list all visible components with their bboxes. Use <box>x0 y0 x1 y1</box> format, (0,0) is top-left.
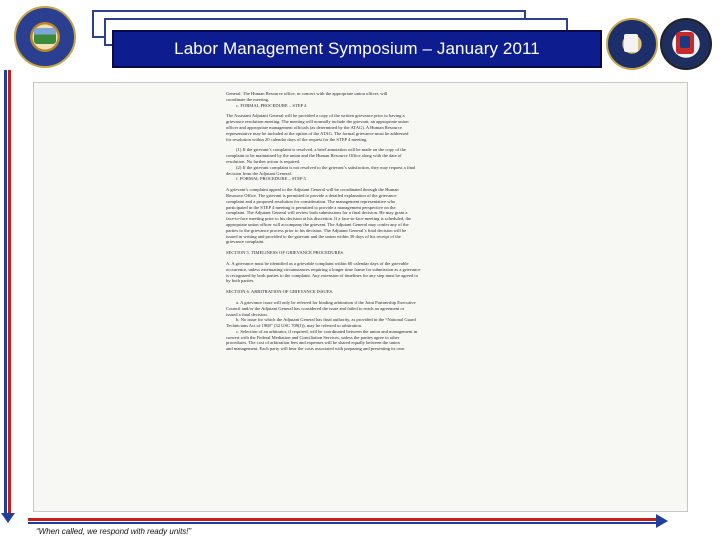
document-line: grievance complaint. <box>226 239 265 245</box>
document-line: procedures. The cost of arbitration fees and expenses will be shared equally between the union <box>226 340 400 346</box>
document-line: (2) If the grievant complaint is not resolved to the grievant’s satisfaction, they may request a final <box>236 164 416 170</box>
document-line: b. No issue for which the Adjutant General has final authority, as provided in the “National Guard <box>236 317 416 323</box>
document-line: complaint to be maintained by the union and the Human Resource Office along with the date of <box>226 153 402 159</box>
document-line: is recognized by both parties to the complaint. Any extension of timelines for any step must be agreed to <box>226 272 418 278</box>
document-line: face-to-face meeting prior to his decision at his discretion. If a face-to-face meeting is scheduled, the <box>226 216 412 222</box>
national-guard-seal-icon <box>606 18 658 70</box>
left-accent-bar <box>4 70 14 515</box>
document-line: coordinate the meeting. <box>226 96 270 102</box>
document-line: a. A grievance issue will only be referred for binding arbitration if the Joint Partnership Executive <box>236 299 416 305</box>
slide-title: Labor Management Symposium – January 2011 <box>174 39 540 58</box>
document-line: decision from the Adjutant General. <box>226 170 292 176</box>
document-line: representative may be included at the option of the ATAG. The formal grievance must be addressed <box>226 130 409 136</box>
document-line: A grievant’s complaint appeal to the Adjutant General will be coordinated through the Human <box>226 187 399 193</box>
document-line: and management. Each party will bear the costs associated with preparing and presenting its own <box>226 346 405 352</box>
document-line: parties to the grievance process prior to his decision. The Adjutant General’s final decision will be <box>226 227 407 233</box>
accent-stripe-blue <box>4 70 7 515</box>
document-line: The Assistant Adjutant General will be provided a copy of the written grievance prior to having a <box>226 113 405 119</box>
document-line: complaint. The Adjutant General will review both submissions for a final decision. He may grant a <box>226 210 408 216</box>
bottom-accent-bar <box>28 518 668 526</box>
document-line: f. FORMAL PROCEDURE – STEP 5 <box>236 176 306 182</box>
document-line: participated in the STEP 4 meeting is permitted to provide a management perspective on the <box>226 204 396 210</box>
document-line: General. The Human Resource office, in concert with the appropriate union officer, will <box>226 91 388 96</box>
document-line: by both parties. <box>226 278 255 284</box>
document-line: officer and appropriate management officials (as determined by the ATAG). A Human Resource <box>226 124 402 130</box>
document-line: (1) If the grievant’s complaint is resolved, a brief annotation will be made on the copy of the <box>236 147 406 153</box>
document-line: A. A grievance must be identified as a grievable complaint within 60 calendar days of the grievable <box>226 260 409 266</box>
document-line: Technicians Act of 1968” (32 USC 709(J)), may be referred to arbitration. <box>226 323 363 329</box>
document-line: issued in writing and provided to the grievant and the union within 30 days of his receipt of the <box>226 233 401 239</box>
document-line: Resource Office. The grievant is permitted to provide a detailed explanation of the grievance <box>226 192 397 198</box>
accent-stripe-red <box>8 70 11 515</box>
document-text <box>226 91 526 352</box>
document-line: SECTION 5. TIMELINESS OF GRIEVANCE PROCEDURES. <box>226 250 345 256</box>
right-arrow-icon <box>656 514 668 528</box>
accent-bar-red <box>28 518 658 521</box>
army-seal-icon <box>660 18 712 70</box>
document-line: appropriate union officer will accompany the grievant. The Adjutant General may confer any of the <box>226 221 409 227</box>
document-line: Council and/or the Adjutant General has considered the issue and failed to reach an agreement or <box>226 305 405 311</box>
accent-bar-blue <box>28 522 658 524</box>
title-banner <box>112 30 602 68</box>
document-line: occurrence, unless extenuating circumstances requiring a longer time frame for submission as a grievance <box>226 266 421 272</box>
document-line: c. Selection of an arbitrator, if required, will be coordinated between the union and management in <box>236 328 418 334</box>
document-line: issued a final decision. <box>226 311 268 317</box>
document-line: c. FORMAL PROCEDURE – STEP 4 <box>236 102 307 108</box>
document-scan <box>33 82 688 512</box>
document-line: grievance resolution meeting. The meeting will normally include the grievant, an appropriate union <box>226 119 409 125</box>
document-line: SECTION 6. ARBITRATION OF GRIEVANCE ISSUES. <box>226 289 334 295</box>
ohio-seal-icon <box>14 6 76 68</box>
document-line: resolution. No further action is required. <box>226 158 301 164</box>
footer-motto: “When called, we respond with ready units!” <box>36 527 192 536</box>
down-arrow-icon <box>1 513 15 523</box>
document-line: for resolution within 20 calendar days of the request for the STEP 4 meeting. <box>226 136 368 142</box>
document-line: complaint and a proposed resolution for consideration. The management representative who <box>226 198 396 204</box>
document-line: concert with the Federal Mediation and Conciliation Services, unless the parties agree to other <box>226 334 400 340</box>
